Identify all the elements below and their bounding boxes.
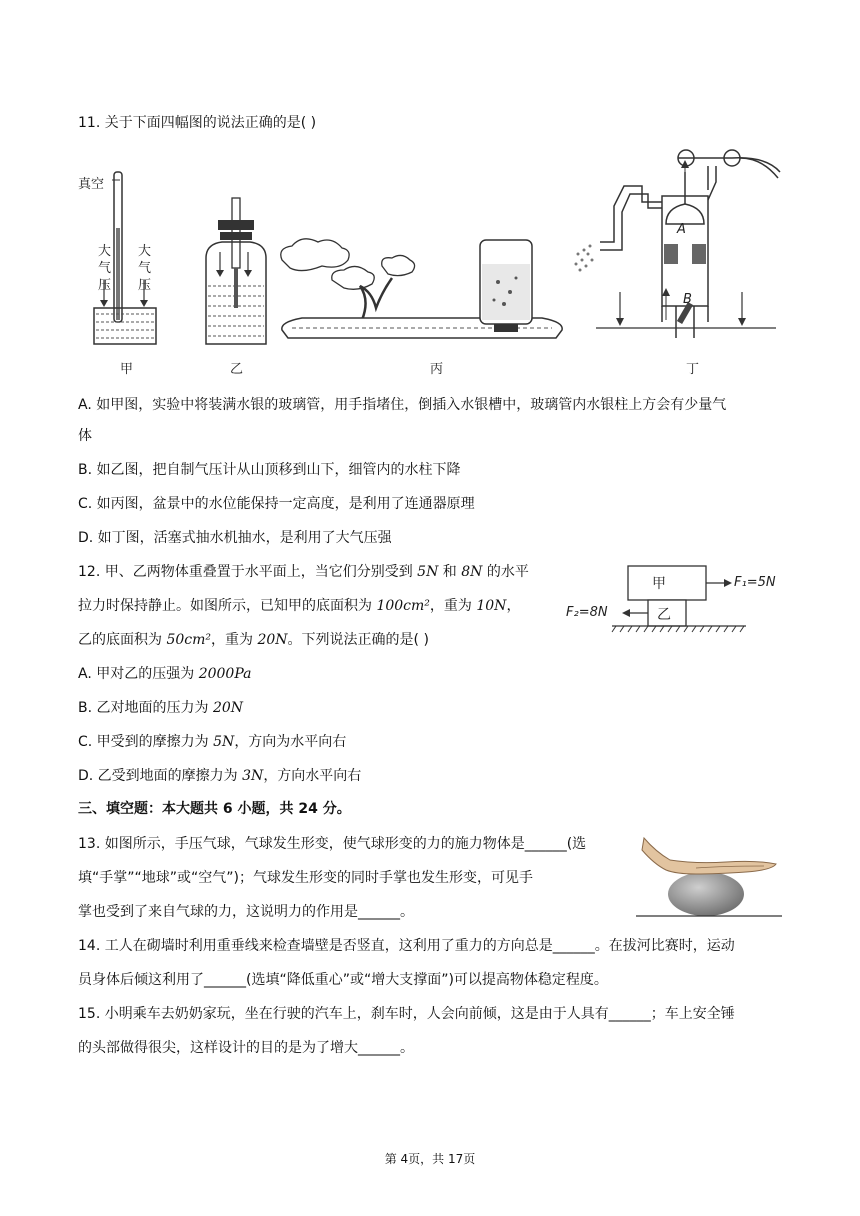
caption-ding: 丁 (686, 362, 700, 377)
q12-option-d: D. 乙受到地面的摩擦力为 3N，方向水平向右 (78, 768, 362, 784)
q12-stem-line2: 拉力时保持静止。如图所示，已知甲的底面积为 100cm²，重为 10N， (78, 598, 521, 614)
q13-line3: 掌也受到了来自气球的力，这说明力的作用是______。 (78, 904, 414, 920)
q11-option-b: B. 如乙图，把自制气压计从山顶移到山下，细管内的水柱下降 (78, 462, 461, 478)
q12-option-b: B. 乙对地面的压力为 20N (78, 700, 244, 716)
q11-option-d: D. 如丁图，活塞式抽水机抽水，是利用了大气压强 (78, 530, 392, 546)
section-heading-fill-in: 三、填空题：本大题共 6 小题，共 24 分。 (78, 801, 351, 817)
caption-yi: 乙 (230, 362, 244, 377)
vacuum-label: 真空 (78, 177, 105, 192)
block-jia-label: 甲 (652, 576, 666, 592)
q12-stem-line1: 12. 甲、乙两物体重叠置于水平面上，当它们分别受到 5N 和 8N 的水平 (78, 564, 529, 580)
figure-bing-bonsai (272, 230, 572, 348)
q13-hand-balloon-figure (636, 834, 782, 918)
q11-stem: 11. 关于下面四幅图的说法正确的是( ) (78, 115, 317, 131)
q12-option-c: C. 甲受到的摩擦力为 5N，方向为水平向右 (78, 734, 347, 750)
force-f1-label: F₁=5N (734, 575, 776, 590)
q12-option-a: A. 甲对乙的压强为 2000Pa (78, 666, 252, 682)
q12-stem-line3: 乙的底面积为 50cm²，重为 20N。下列说法正确的是( ) (78, 632, 429, 648)
q14-line2: 员身体后倾这利用了______(选填“降低重心”或“增大支撑面”)可以提高物体稳定程度。 (78, 972, 608, 988)
q11-option-a-cont: 体 (78, 428, 92, 444)
figure-jia-torricelli (74, 168, 174, 348)
figure-yi-barometer (196, 196, 276, 348)
atm-pressure-right-label: 大 气 压 (138, 244, 152, 293)
valve-b-label: B (683, 292, 692, 307)
block-yi-label: 乙 (657, 607, 671, 623)
q15-line1: 15. 小明乘车去奶奶家玩，坐在行驶的汽车上，刹车时，人会向前倾，这是由于人具有______；车上安全锤 (78, 1006, 735, 1022)
figure-ding-pump (566, 142, 786, 350)
force-f2-label: F₂=8N (566, 605, 608, 620)
q14-line1: 14. 工人在砌墙时利用重垂线来检查墙壁是否竖直，这利用了重力的方向总是______。在拔河比赛时，运动 (78, 938, 735, 954)
caption-bing: 丙 (430, 362, 444, 377)
valve-a-label: A (677, 222, 686, 237)
caption-jia: 甲 (120, 362, 134, 377)
q13-line2: 填“手掌”“地球”或“空气”)；气球发生形变的同时手掌也发生形变，可见手 (78, 870, 533, 886)
q11-option-c: C. 如丙图，盆景中的水位能保持一定高度，是利用了连通器原理 (78, 496, 475, 512)
atm-pressure-left-label: 大 气 压 (98, 244, 112, 293)
q13-line1: 13. 如图所示，手压气球，气球发生形变，使气球形变的力的施力物体是______(选 (78, 836, 587, 852)
q12-blocks-figure (562, 562, 792, 634)
page-footer: 第 4页，共 17页 (384, 1152, 476, 1166)
q11-option-a: A. 如甲图，实验中将装满水银的玻璃管，用手指堵住，倒插入水银槽中，玻璃管内水银柱上方会有少量气 (78, 397, 727, 413)
q15-line2: 的头部做得很尖，这样设计的目的是为了增大______。 (78, 1040, 414, 1056)
